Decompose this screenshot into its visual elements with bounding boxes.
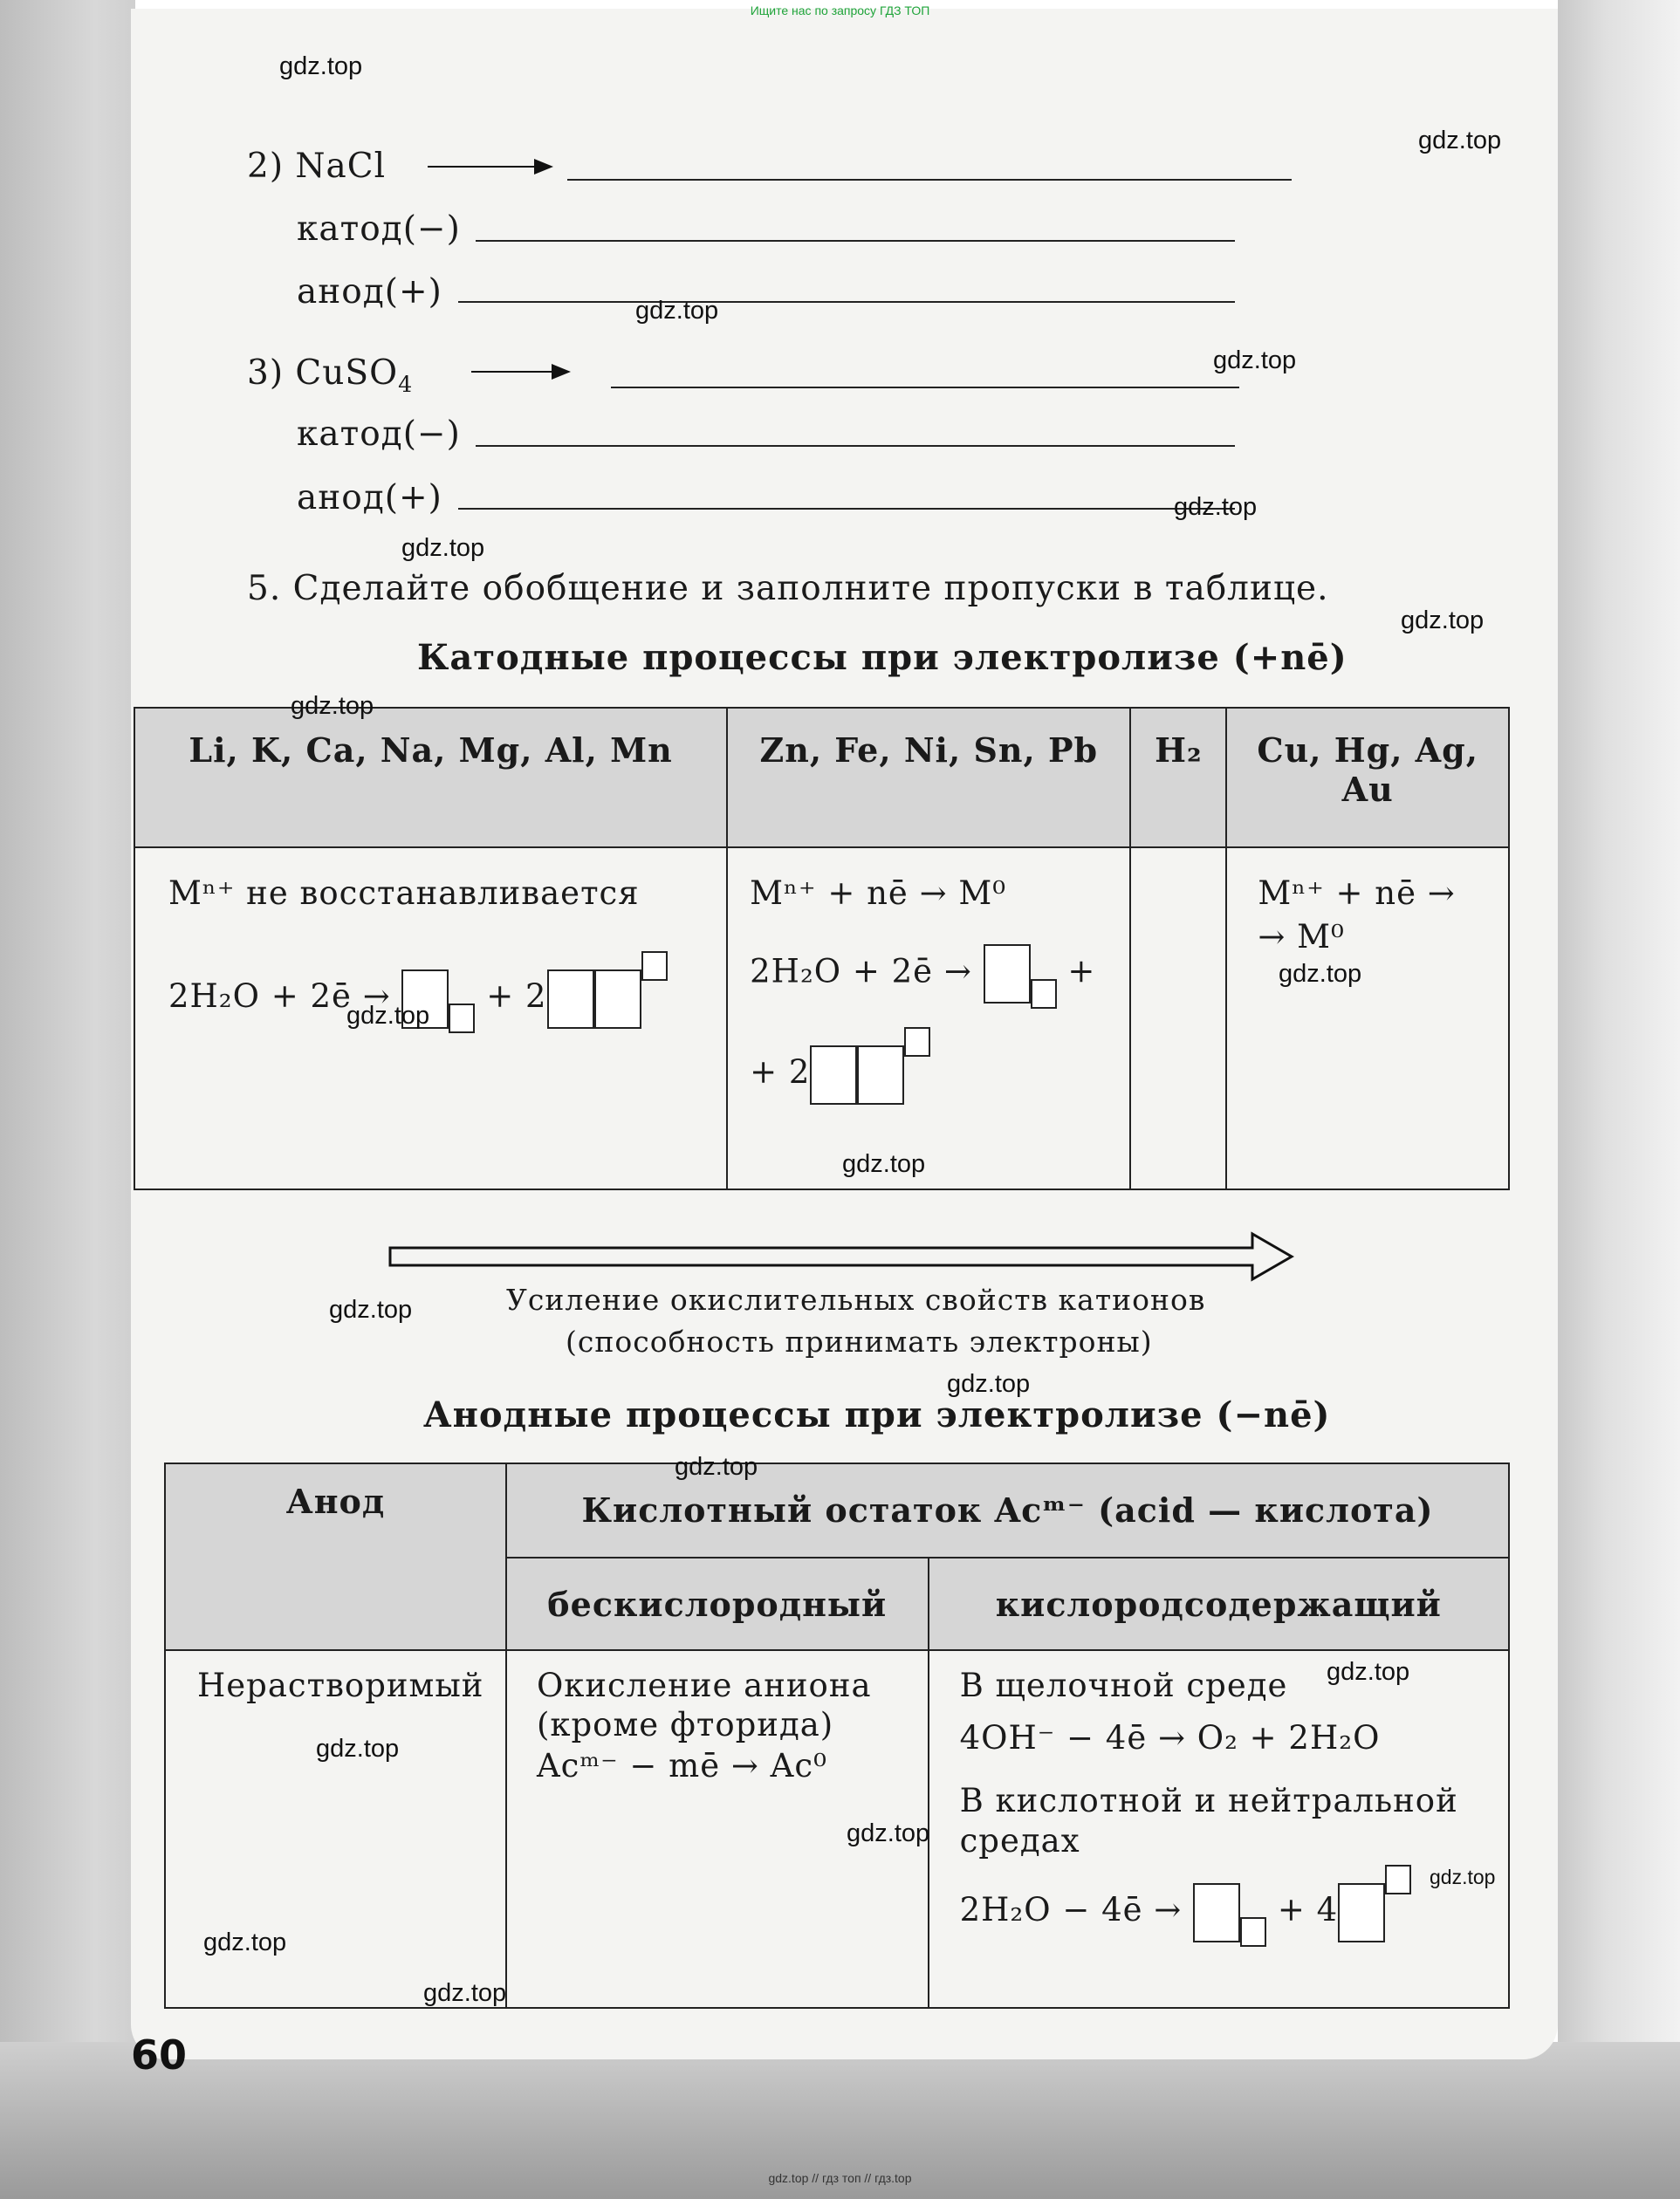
- cathode-cell-3: [1130, 847, 1226, 1189]
- cathode-cell-4: [1226, 847, 1509, 1189]
- answer-box-sub[interactable]: [449, 1004, 475, 1033]
- cathode-header-4: [1226, 708, 1509, 847]
- cathode-table: [134, 707, 1510, 1190]
- arrow-caption-1: Усиление окислительных свойств катионов: [506, 1283, 1206, 1317]
- answer-box[interactable]: [1338, 1883, 1385, 1942]
- watermark: gdz.top: [203, 1928, 287, 1956]
- item3-cathode: катод(−): [297, 414, 461, 454]
- col2-equation-2: [750, 1027, 930, 1105]
- watermark: gdz.top: [847, 1819, 930, 1847]
- answer-line: [458, 301, 1235, 303]
- header-note: Ищите нас по запросу ГДЗ ТОП: [750, 3, 930, 17]
- col4-line2: → M⁰: [1258, 918, 1345, 956]
- alk-title: В щелочной среде: [959, 1667, 1288, 1704]
- ox-line2: (кроме фторида): [536, 1706, 834, 1743]
- watermark: gdz.top: [346, 1002, 430, 1030]
- oxygen-free-header-text: бескислородный: [547, 1585, 888, 1624]
- answer-line: [611, 387, 1239, 388]
- answer-box-sub[interactable]: [1031, 979, 1057, 1009]
- answer-box[interactable]: [594, 969, 641, 1029]
- cathode-header-3-text: H₂: [1155, 730, 1203, 770]
- watermark: gdz.top: [1418, 127, 1502, 154]
- col2-eq-left: 2H₂O + 2ē →: [750, 952, 972, 990]
- col2-line1: Mⁿ⁺ + nē → M⁰: [750, 874, 1007, 912]
- answer-box-sup[interactable]: [904, 1027, 930, 1057]
- answer-line: [476, 240, 1235, 242]
- acid-title-2: средах: [959, 1822, 1080, 1860]
- watermark: gdz.top: [635, 297, 719, 325]
- answer-box[interactable]: [1193, 1883, 1240, 1942]
- answer-box-sup[interactable]: [1385, 1865, 1411, 1894]
- watermark: gdz.top: [401, 534, 485, 562]
- watermark: gdz.top: [329, 1296, 413, 1324]
- cathode-header-2-text: Zn, Fe, Ni, Sn, Pb: [759, 730, 1099, 770]
- watermark: gdz.top: [947, 1370, 1031, 1398]
- acid-equation: [960, 1865, 1412, 1947]
- alk-equation: 4OH⁻ − 4ē → O₂ + 2H₂O: [959, 1719, 1381, 1757]
- answer-box[interactable]: [810, 1045, 857, 1105]
- answer-box[interactable]: [984, 944, 1031, 1004]
- watermark: gdz.top: [1213, 346, 1297, 374]
- item3-anode: анод(+): [297, 478, 442, 517]
- cathode-header-2: [727, 708, 1130, 847]
- answer-line: [567, 179, 1292, 181]
- watermark: gdz.top: [1174, 493, 1258, 521]
- answer-box[interactable]: [857, 1045, 904, 1105]
- increase-arrow: [388, 1230, 1296, 1283]
- cathode-header-1-text: Li, K, Ca, Na, Mg, Al, Mn: [189, 730, 673, 770]
- reaction-arrow: [428, 166, 550, 168]
- cathode-header-1: [134, 708, 727, 847]
- col1-line1: Mⁿ⁺ не восстанавливается: [168, 874, 640, 912]
- col2-equation: [750, 944, 1095, 1009]
- acid-residue-header-text: Кислотный остаток Acᵐ⁻ (acid — кислота): [581, 1490, 1434, 1530]
- cathode-title: Катодные процессы при электролизе (+nē): [417, 637, 1347, 678]
- acid-residue-header: [506, 1463, 1509, 1558]
- ox-line3: Acᵐ⁻ − mē → Ac⁰: [536, 1747, 827, 1785]
- acid-plus4: + 4: [1277, 1891, 1339, 1928]
- cathode-header-4-text: Cu, Hg, Ag, Au: [1257, 730, 1478, 809]
- answer-line: [458, 508, 1235, 510]
- oxygen-free-header: [506, 1558, 929, 1650]
- col1-plus2: + 2: [486, 977, 547, 1015]
- col2-plus2: + 2: [750, 1053, 811, 1091]
- cathode-cell-1: [134, 847, 727, 1189]
- col4-line1: Mⁿ⁺ + nē →: [1258, 874, 1456, 912]
- reaction-arrow: [471, 371, 567, 373]
- oxygen-containing-header-text: кислородсодержащий: [995, 1585, 1442, 1624]
- watermark: gdz.top: [291, 692, 374, 720]
- watermark: gdz.top: [675, 1453, 758, 1481]
- item3-label-sub: 4: [398, 370, 414, 397]
- answer-box-sup[interactable]: [641, 951, 668, 981]
- col2-plus: +: [1067, 952, 1096, 990]
- background-right: [1558, 0, 1680, 2199]
- page-number: 60: [131, 2031, 188, 2079]
- watermark: gdz.top: [1430, 1866, 1496, 1888]
- watermark: gdz.top: [1401, 606, 1485, 634]
- answer-line: [476, 445, 1235, 447]
- footer-note: gdz.top // гдз топ // гдз.top: [768, 2171, 912, 2185]
- item3-label: [247, 353, 413, 397]
- arrow-caption-2: (способность принимать электроны): [566, 1325, 1153, 1359]
- background-left: [0, 0, 135, 2199]
- answer-box[interactable]: [547, 969, 594, 1029]
- cathode-header-3: [1130, 708, 1226, 847]
- anode-header-text: Анод: [285, 1482, 386, 1521]
- watermark: gdz.top: [423, 1979, 507, 2007]
- acid-eq-left: 2H₂O − 4ē →: [959, 1891, 1183, 1928]
- anode-type: Нерастворимый: [197, 1667, 484, 1704]
- anode-title: Анодные процессы при электролизе (−nē): [423, 1394, 1331, 1435]
- oxygen-containing-cell: [929, 1650, 1509, 2008]
- col1-eq-left: 2H₂O + 2ē →: [168, 977, 391, 1015]
- answer-box-sub[interactable]: [1240, 1917, 1266, 1947]
- item2-cathode: катод(−): [297, 209, 461, 249]
- item3-label-text: 3) CuSO: [247, 353, 399, 393]
- watermark: gdz.top: [279, 52, 363, 80]
- acid-title-1: В кислотной и нейтральной: [959, 1782, 1458, 1819]
- ox-line1: Окисление аниона: [536, 1667, 872, 1704]
- cathode-cell-2: [727, 847, 1130, 1189]
- anode-header: [165, 1463, 506, 1650]
- exercise5-prompt: 5. Сделайте обобщение и заполните пропуски в таблице.: [247, 569, 1329, 608]
- item2-label: 2) NaCl: [247, 147, 387, 186]
- watermark: gdz.top: [316, 1735, 400, 1763]
- item2-anode: анод(+): [297, 272, 442, 312]
- oxygen-containing-header: [929, 1558, 1509, 1650]
- watermark: gdz.top: [1279, 960, 1362, 988]
- watermark: gdz.top: [842, 1150, 926, 1178]
- watermark: gdz.top: [1327, 1658, 1410, 1686]
